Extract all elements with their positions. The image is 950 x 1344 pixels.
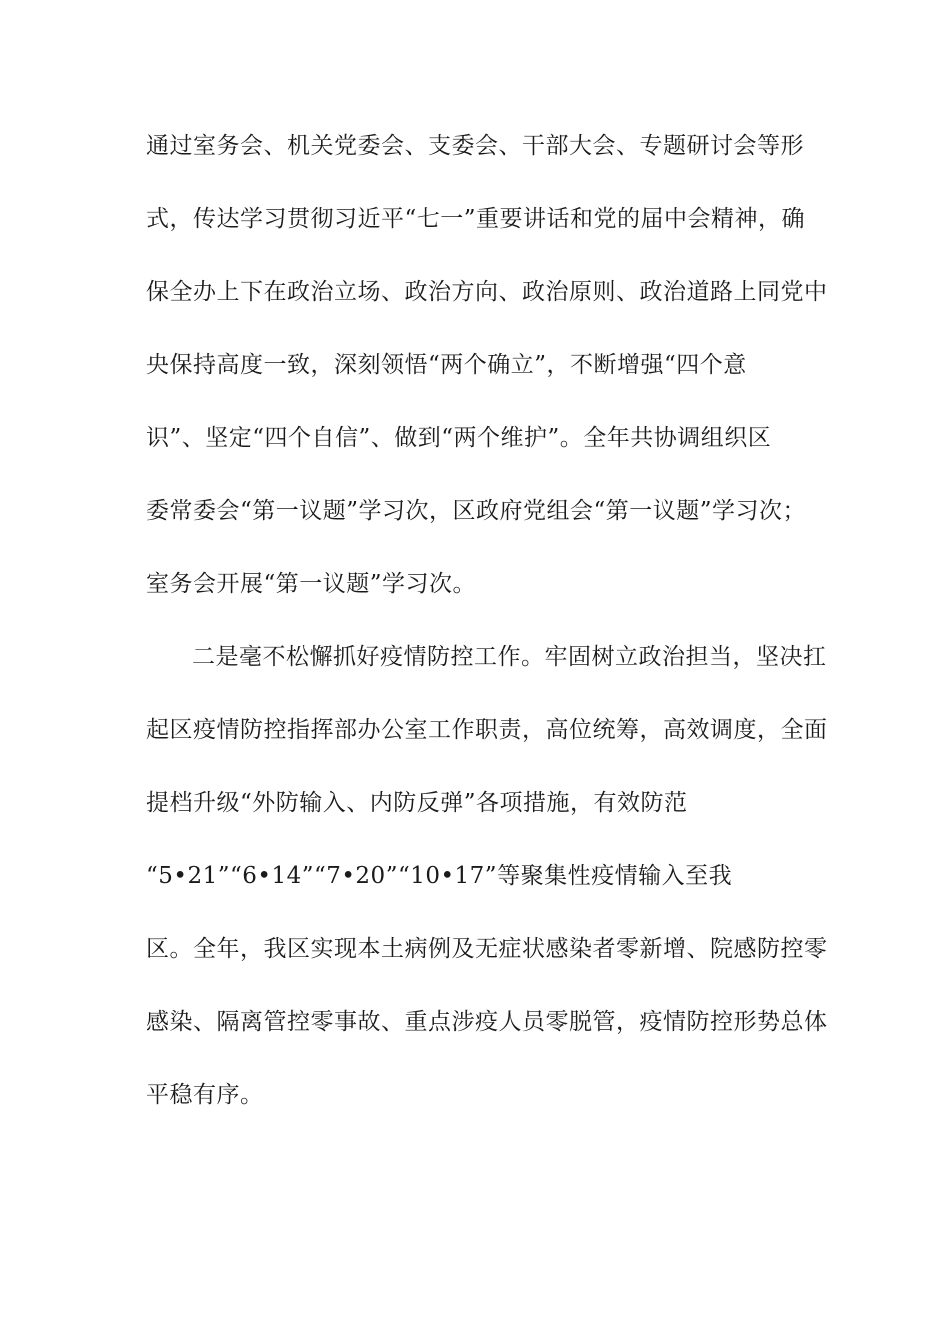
text-line: 室务会开展“第一议题”学习次。 — [146, 571, 477, 597]
text-line: 平稳有序。 — [146, 1082, 264, 1108]
text-line: 央保持高度一致，深刻领悟“两个确立”，不断增强“四个意 — [146, 352, 747, 378]
text-line: 保全办上下在政治立场、政治方向、政治原则、政治道路上同党中 — [146, 279, 828, 305]
text-line: 委常委会“第一议题”学习次，区政府党组会“第一议题”学习次； — [146, 498, 807, 524]
text-line: 起区疫情防控指挥部办公室工作职责，高位统筹，高效调度，全面 — [146, 717, 828, 743]
text-line: 感染、隔离管控零事故、重点涉疫人员零脱管，疫情防控形势总体 — [146, 1009, 828, 1035]
text-line: “5•21”“6•14”“7•20”“10•17”等聚集性疫情输入至我 — [146, 863, 733, 889]
text-line: 区。全年，我区实现本土病例及无症状感染者零新增、院感防控零 — [146, 936, 828, 962]
paragraph-start-line: 二是毫不松懈抓好疫情防控工作。牢固树立政治担当，坚决扛 — [192, 644, 827, 670]
text-line: 通过室务会、机关党委会、支委会、干部大会、专题研讨会等形 — [146, 133, 804, 159]
text-line: 提档升级“外防输入、内防反弹”各项措施，有效防范 — [146, 790, 688, 816]
text-line: 式，传达学习贯彻习近平“七一”重要讲话和党的届中会精神，确 — [146, 206, 806, 232]
document-body — [146, 128, 826, 1150]
text-line: 识”、坚定“四个自信”、做到“两个维护”。全年共协调组织区 — [146, 425, 772, 451]
